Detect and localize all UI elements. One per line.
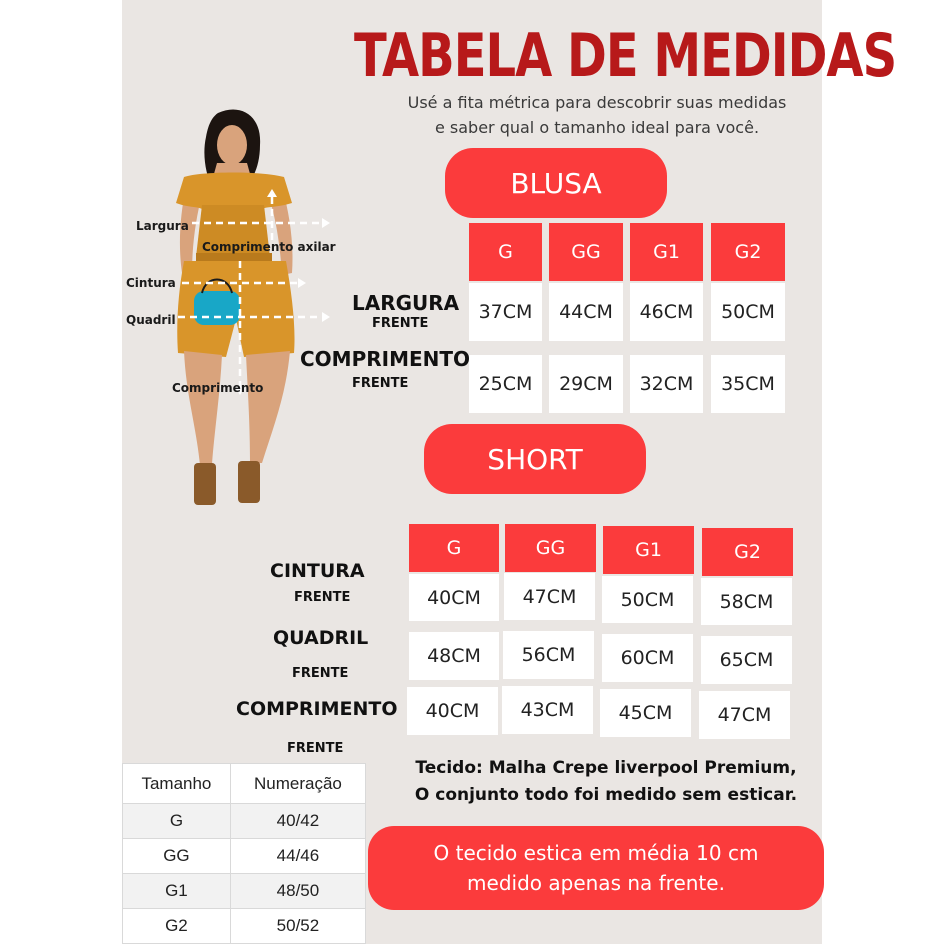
short-row-comprimento: COMPRIMENTO (236, 698, 398, 720)
short-row-quadril: QUADRIL (273, 627, 369, 649)
page-title: TABELA DE MEDIDAS (354, 20, 897, 91)
blusa-header-g: G (469, 223, 542, 281)
numbering-cell: 48/50 (230, 874, 365, 909)
blusa-comprimento-g2: 35CM (711, 355, 785, 413)
size-cell: G2 (123, 909, 231, 944)
blusa-largura-g1: 46CM (630, 283, 703, 341)
blusa-row-largura: LARGURA (352, 291, 460, 315)
stretch-note-line-2: medido apenas na frente. (467, 871, 725, 895)
blusa-comprimento-g1: 32CM (630, 355, 703, 413)
fabric-line-1: Tecido: Malha Crepe liverpool Premium, (415, 758, 797, 778)
short-header-g2: G2 (702, 528, 793, 576)
short-row-cintura: CINTURA (270, 560, 365, 582)
blusa-row-largura-sub: FRENTE (372, 316, 429, 331)
label-quadril: Quadril (126, 313, 176, 327)
short-row-quadril-sub: FRENTE (292, 666, 349, 681)
short-pill: SHORT (424, 424, 646, 494)
short-quadril-g: 48CM (409, 632, 499, 680)
blusa-largura-g2: 50CM (711, 283, 785, 341)
size-numbering-table (122, 763, 366, 944)
size-table-header-numeracao: Numeração (230, 764, 365, 804)
short-cintura-g1: 50CM (602, 576, 693, 623)
blusa-comprimento-gg: 29CM (549, 355, 623, 413)
short-cintura-g: 40CM (409, 574, 499, 621)
table-row (123, 839, 366, 874)
blusa-header-g2: G2 (711, 223, 785, 281)
label-largura: Largura (136, 219, 189, 233)
blusa-pill: BLUSA (445, 148, 667, 218)
short-header-gg: GG (505, 524, 596, 572)
size-cell: G (123, 804, 231, 839)
short-header-g: G (409, 524, 499, 572)
blusa-largura-gg: 44CM (549, 283, 623, 341)
fabric-info (388, 755, 824, 809)
size-cell: GG (123, 839, 231, 874)
short-quadril-g2: 65CM (701, 636, 792, 684)
short-row-cintura-sub: FRENTE (294, 590, 351, 605)
stretch-note (368, 826, 824, 910)
size-cell: G1 (123, 874, 231, 909)
size-table-header-tamanho: Tamanho (123, 764, 231, 804)
label-comprimento-axilar: Comprimento axilar (202, 240, 336, 254)
subtitle-line-2: e saber qual o tamanho ideal para você. (434, 118, 760, 137)
short-comprimento-g2: 47CM (699, 691, 790, 739)
table-row (123, 804, 366, 839)
short-quadril-g1: 60CM (602, 634, 693, 682)
short-comprimento-g: 40CM (407, 687, 498, 735)
size-chart-card (122, 0, 897, 944)
short-comprimento-gg: 43CM (502, 686, 593, 734)
short-row-comprimento-sub: FRENTE (287, 741, 344, 756)
blusa-largura-g: 37CM (469, 283, 542, 341)
short-cintura-g2: 58CM (701, 578, 792, 625)
blusa-header-gg: GG (549, 223, 623, 281)
subtitle (372, 90, 822, 140)
short-quadril-gg: 56CM (503, 631, 594, 679)
numbering-cell: 40/42 (230, 804, 365, 839)
numbering-cell: 50/52 (230, 909, 365, 944)
table-row (123, 909, 366, 944)
label-cintura: Cintura (126, 276, 176, 290)
numbering-cell: 44/46 (230, 839, 365, 874)
blusa-row-comprimento-sub: FRENTE (352, 376, 409, 391)
short-comprimento-g1: 45CM (600, 689, 691, 737)
table-row (123, 874, 366, 909)
blusa-comprimento-g: 25CM (469, 355, 542, 413)
label-comprimento: Comprimento (172, 381, 264, 395)
short-header-g1: G1 (603, 526, 694, 574)
blusa-row-comprimento: COMPRIMENTO (300, 347, 471, 371)
subtitle-line-1: Usé a fita métrica para descobrir suas medidas (407, 93, 787, 112)
blusa-header-g1: G1 (630, 223, 703, 281)
short-cintura-gg: 47CM (504, 573, 595, 620)
fabric-line-2: O conjunto todo foi medido sem esticar. (414, 785, 798, 805)
stretch-note-line-1: O tecido estica em média 10 cm (433, 841, 759, 865)
